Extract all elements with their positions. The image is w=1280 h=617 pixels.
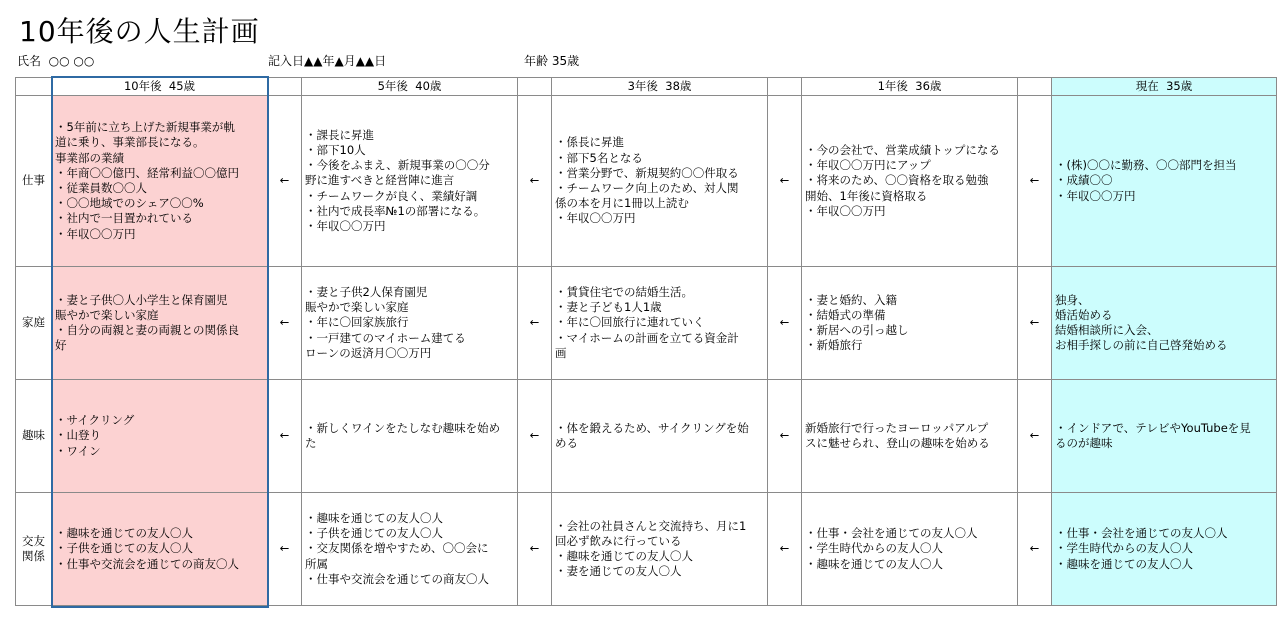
header-blank-cell [518,78,552,96]
cell-line: ・子供を通じての友人〇人 [55,541,193,556]
header-label: 現在 [1135,79,1159,93]
left-arrow-icon: ← [768,96,802,267]
cell-line: ・自分の両親と妻の両親との関係良 [55,323,239,337]
cell-line: ・妻と婚約、入籍 [805,292,897,307]
left-arrow-icon: ← [268,380,302,493]
category-cell [16,493,52,606]
header-5y [302,78,518,96]
header-blank-cell [768,78,802,96]
cell-line: ・趣味を通じての友人〇人 [805,556,943,571]
cell-line: ・仕事・会社を通じての友人〇人 [1055,526,1228,541]
name-field [17,54,94,68]
cell-line: ・チームワークが良く、業績好調 [305,188,478,203]
plan-cell-10y [52,267,268,380]
date-label: 記入日 [268,54,305,68]
cell-line: ・営業分野で、新規契約〇〇件取る [555,165,739,180]
header-blank-cell [268,78,302,96]
cell-line: ・山登り [55,428,101,443]
cell-line: ・成績〇〇 [1055,173,1113,188]
cell-line: ・5年前に立ち上げた新規事業が軌 [55,120,235,135]
cell-line: 画 [555,345,567,360]
cell-line: ・趣味を通じての友人〇人 [55,526,193,541]
cell-line: ・学生時代からの友人〇人 [805,541,943,556]
cell-line: ・新婚旅行 [805,338,863,353]
header-10y [52,78,268,96]
cell-line: ・年に〇回旅行に連れていく [555,315,705,330]
cell-line: 所属 [305,556,328,571]
cell-line: 独身、 [1055,292,1090,307]
cell-line: ・一戸建てのマイホーム建てる [305,330,466,345]
header-label: 5年後 [377,79,408,93]
category-cell [16,96,52,267]
cell-line: ・年に〇回家族旅行 [305,315,409,330]
cell-line: お相手探しの前に自己啓発始める [1055,338,1228,353]
cell-line: ・趣味を通じての友人〇人 [305,510,443,525]
cell-line: ・新居への引っ越し [805,323,909,337]
cell-line: ・年収〇〇万円 [805,203,886,218]
cell-line: ・交友関係を増やすため、〇〇会に [305,541,489,556]
cell-line: ・体を鍛えるため、サイクリングを始 [555,420,749,435]
plan-cell-10y [52,493,268,606]
left-arrow-icon: ← [518,380,552,493]
header-label: 1年後 [877,79,908,93]
cell-line: ・社内で一目置かれている [55,211,193,226]
age-field [524,54,579,68]
plan-cell-3y [552,380,768,493]
plan-row [16,267,1277,380]
cell-line: ・結婚式の準備 [805,307,886,322]
header-blank-cell [16,78,52,96]
category-label: 家庭 [22,315,45,330]
cell-line: ・従業員数〇〇人 [55,181,147,195]
age-label: 年齢 [524,54,549,68]
cell-line: ・部下5名となる [555,150,643,165]
date-value: ▲▲年▲月▲▲日 [304,54,387,68]
left-arrow-icon: ← [1018,380,1052,493]
header-label: 10年後 [123,79,162,93]
header-row [16,78,1277,96]
cell-line: ・趣味を通じての友人〇人 [1055,556,1193,571]
cell-line: ・課長に昇進 [305,127,374,142]
header-age: 35歳 [1166,79,1193,93]
cell-line: ・妻と子ども1人1歳 [555,300,662,315]
header-age: 45歳 [168,79,196,93]
cell-line: 結婚相談所に入会、 [1055,323,1159,337]
header-age: 36歳 [915,79,942,93]
cell-line: ・年商〇〇億円、経常利益〇〇億円 [55,165,239,180]
plan-row [16,493,1277,606]
cell-line: るのが趣味 [1055,436,1113,450]
plan-cell-1y [802,267,1018,380]
cell-line: ・サイクリング [55,413,135,428]
cell-line: ・将来のため、〇〇資格を取る勉強 [805,173,989,188]
left-arrow-icon: ← [268,493,302,606]
cell-line: ・今後をふまえ、新規事業の〇〇分 [305,158,490,173]
header-age: 40歳 [415,79,442,93]
left-arrow-icon: ← [768,267,802,380]
cell-line: ・社内で成長率№1の部署になる。 [305,203,486,218]
cell-line: ・年収〇〇万円 [555,211,636,226]
cell-line: める [555,436,578,450]
cell-line: ・賃貸住宅での結婚生活。 [555,284,693,299]
cell-line: ・マイホームの計画を立てる資金計 [555,330,739,345]
age-value: 35歳 [551,54,580,68]
left-arrow-icon: ← [268,96,302,267]
life-plan-table [15,77,1277,606]
plan-cell-now [1052,380,1277,493]
plan-cell-1y [802,493,1018,606]
plan-cell-now [1052,267,1277,380]
cell-line: ・チームワーク向上のため、対人関 [555,181,739,195]
category-cell [16,380,52,493]
header-3y [552,78,768,96]
plan-cell-5y [302,493,518,606]
left-arrow-icon: ← [518,96,552,267]
name-label: 氏名 [17,54,42,68]
cell-line: ・仕事や交流会を通じての商友〇人 [305,571,489,586]
category-cell [16,267,52,380]
cell-line: ・仕事・会社を通じての友人〇人 [805,526,978,541]
plan-cell-10y [52,380,268,493]
plan-cell-3y [552,267,768,380]
category-label: 関係 [22,549,45,563]
plan-cell-3y [552,96,768,267]
cell-line: ・〇〇地域でのシェア〇〇% [55,196,204,211]
category-label: 仕事 [22,173,45,188]
cell-line: ・年収〇〇万円 [55,226,136,241]
cell-line: 道に乗り、事業部長になる。 [55,135,205,150]
cell-line: ・年収〇〇万円 [305,219,386,233]
cell-line: ・ワイン [55,443,101,458]
left-arrow-icon: ← [518,493,552,606]
cell-line: ・妻を通じての友人〇人 [555,564,682,579]
plan-cell-now [1052,96,1277,267]
header-1y [802,78,1018,96]
plan-cell-10y [52,96,268,267]
left-arrow-icon: ← [268,267,302,380]
category-label: 交友 [22,533,45,548]
cell-line: ・インドアで、テレビやYouTubeを見 [1055,420,1251,435]
plan-cell-now [1052,493,1277,606]
plan-cell-1y [802,96,1018,267]
left-arrow-icon: ← [768,380,802,493]
cell-line: た [305,436,317,450]
cell-line: 新婚旅行で行ったヨーロッパアルプ [805,420,989,435]
cell-line: スに魅せられ、登山の趣味を始める [805,436,990,450]
plan-cell-5y [302,380,518,493]
cell-line: 好 [55,338,67,353]
page-title: 10年後の人生計画 [19,15,260,48]
plan-cell-5y [302,267,518,380]
cell-line: ローンの返済月〇〇万円 [305,345,432,360]
cell-line: 係の本を月に1冊以上読む [555,196,689,211]
date-field [268,54,386,68]
plan-cell-3y [552,493,768,606]
cell-line: ・新しくワインをたしなむ趣味を始め [305,420,501,435]
left-arrow-icon: ← [768,493,802,606]
cell-line: 賑やかで楽しい家庭 [305,300,409,315]
plan-cell-5y [302,96,518,267]
plan-row [16,96,1277,267]
left-arrow-icon: ← [518,267,552,380]
header-now [1052,78,1277,96]
cell-line: ・学生時代からの友人〇人 [1055,541,1193,556]
plan-cell-1y [802,380,1018,493]
cell-line: ・(株)〇〇に勤務、〇〇部門を担当 [1055,158,1237,173]
left-arrow-icon: ← [1018,96,1052,267]
cell-line: 婚活始める [1055,307,1113,322]
cell-line: 賑やかで楽しい家庭 [55,307,159,322]
cell-line: ・係長に昇進 [555,135,624,150]
cell-line: ・年収〇〇万円 [1055,188,1136,203]
header-label: 3年後 [627,79,658,93]
cell-line: 開始、1年後に資格取る [805,188,928,203]
cell-line: 事業部の業績 [55,150,124,165]
cell-line: ・会社の社員さんと交流持ち、月に1 [555,518,747,533]
category-label: 趣味 [22,428,45,443]
cell-line: ・妻と子供2人保育園児 [305,284,428,299]
cell-line: ・今の会社で、営業成績トップになる [805,142,1000,157]
cell-line: 回必ず飲みに行っている [555,533,682,548]
left-arrow-icon: ← [1018,267,1052,380]
name-value: ○○ ○○ [48,54,95,68]
header-blank-cell [1018,78,1052,96]
plan-row [16,380,1277,493]
cell-line: ・部下10人 [305,142,366,157]
cell-line: ・趣味を通じての友人〇人 [555,549,693,563]
cell-line: ・年収〇〇万円にアップ [805,158,931,173]
left-arrow-icon: ← [1018,493,1052,606]
cell-line: ・妻と子供〇人小学生と保育園児 [55,292,228,307]
cell-line: 野に進すべきと経営陣に進言 [305,173,455,188]
cell-line: ・仕事や交流会を通じての商友〇人 [55,556,239,571]
cell-line: ・子供を通じての友人〇人 [305,526,443,541]
header-age: 38歳 [665,79,692,93]
